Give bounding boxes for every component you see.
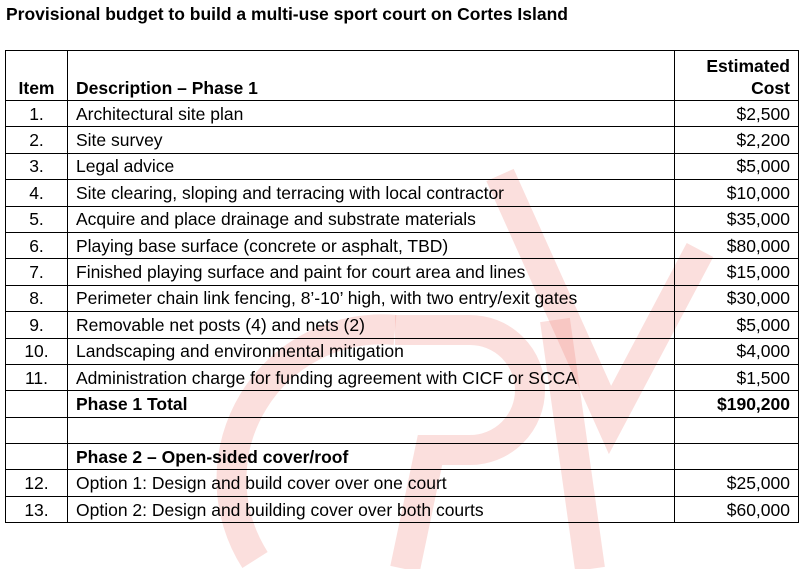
row-description: Legal advice xyxy=(68,153,675,179)
table-row xyxy=(6,312,799,338)
row-description: Playing base surface (concrete or asphalt, TBD) xyxy=(68,232,675,258)
table-row xyxy=(6,496,799,522)
row-item-number: 9. xyxy=(6,312,68,338)
header-item: Item xyxy=(6,51,68,101)
row-cost: $1,500 xyxy=(675,364,799,390)
row-item-number: 10. xyxy=(6,338,68,364)
table-row xyxy=(6,470,799,496)
header-description: Description – Phase 1 xyxy=(68,51,675,101)
phase2-heading: Phase 2 – Open-sided cover/roof xyxy=(68,444,675,470)
row-item-number: 5. xyxy=(6,206,68,232)
document-title: Provisional budget to build a multi-use sport court on Cortes Island xyxy=(6,4,568,24)
row-item-number: 3. xyxy=(6,153,68,179)
row-item-number: 4. xyxy=(6,180,68,206)
phase2-heading-row xyxy=(6,444,799,470)
row-cost: $15,000 xyxy=(675,259,799,285)
table-row xyxy=(6,364,799,390)
row-cost: $30,000 xyxy=(675,285,799,311)
empty-cell xyxy=(6,391,68,417)
header-cost-line2: Cost xyxy=(751,78,790,98)
table-row xyxy=(6,338,799,364)
row-description: Landscaping and environmental mitigation xyxy=(68,338,675,364)
header-estimated-cost xyxy=(675,51,799,101)
row-description: Site clearing, sloping and terracing with local contractor xyxy=(68,180,675,206)
phase1-total-label: Phase 1 Total xyxy=(68,391,675,417)
row-item-number: 1. xyxy=(6,101,68,127)
table-row xyxy=(6,259,799,285)
row-description: Perimeter chain link fencing, 8’-10’ high, with two entry/exit gates xyxy=(68,285,675,311)
phase1-total-cost: $190,200 xyxy=(675,391,799,417)
row-cost: $10,000 xyxy=(675,180,799,206)
row-description: Finished playing surface and paint for court area and lines xyxy=(68,259,675,285)
phase1-total-row xyxy=(6,391,799,417)
row-item-number: 8. xyxy=(6,285,68,311)
row-cost: $5,000 xyxy=(675,312,799,338)
empty-cell xyxy=(6,444,68,470)
row-item-number: 7. xyxy=(6,259,68,285)
row-description: Option 1: Design and build cover over one court xyxy=(68,470,675,496)
row-description: Acquire and place drainage and substrate materials xyxy=(68,206,675,232)
row-description: Administration charge for funding agreement with CICF or SCCA xyxy=(68,364,675,390)
header-cost-line1: Estimated xyxy=(706,56,790,76)
row-cost: $35,000 xyxy=(675,206,799,232)
row-description: Removable net posts (4) and nets (2) xyxy=(68,312,675,338)
table-row xyxy=(6,206,799,232)
row-description: Site survey xyxy=(68,127,675,153)
table-row xyxy=(6,127,799,153)
row-item-number: 2. xyxy=(6,127,68,153)
table-header-row xyxy=(6,51,799,101)
row-cost: $25,000 xyxy=(675,470,799,496)
row-cost: $60,000 xyxy=(675,496,799,522)
empty-cell xyxy=(68,417,675,443)
row-cost: $4,000 xyxy=(675,338,799,364)
empty-cell xyxy=(675,444,799,470)
table-row xyxy=(6,285,799,311)
row-cost: $2,500 xyxy=(675,101,799,127)
row-cost: $80,000 xyxy=(675,232,799,258)
row-item-number: 12. xyxy=(6,470,68,496)
budget-table xyxy=(5,50,799,523)
empty-cell xyxy=(6,417,68,443)
row-cost: $5,000 xyxy=(675,153,799,179)
row-cost: $2,200 xyxy=(675,127,799,153)
empty-cell xyxy=(675,417,799,443)
table-row xyxy=(6,101,799,127)
blank-row xyxy=(6,417,799,443)
row-description: Option 2: Design and building cover over both courts xyxy=(68,496,675,522)
row-item-number: 6. xyxy=(6,232,68,258)
table-row xyxy=(6,232,799,258)
row-item-number: 11. xyxy=(6,364,68,390)
row-item-number: 13. xyxy=(6,496,68,522)
row-description: Architectural site plan xyxy=(68,101,675,127)
table-row xyxy=(6,153,799,179)
table-row xyxy=(6,180,799,206)
